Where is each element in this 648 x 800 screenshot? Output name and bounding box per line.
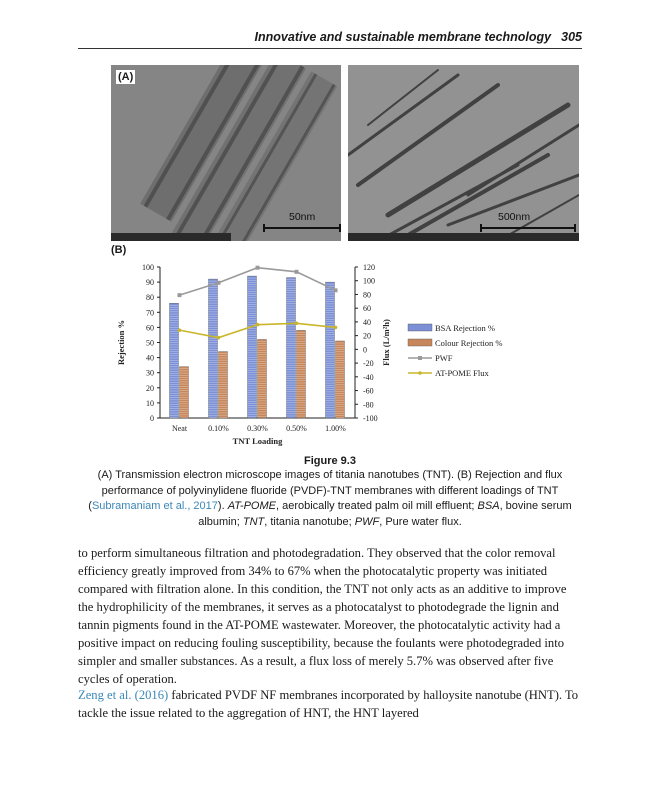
legend-label: BSA Rejection %	[435, 323, 495, 333]
caption-def-pwf: , Pure water flux.	[379, 515, 462, 528]
y-left-tick-label: 50	[146, 338, 154, 348]
caption-citation-link[interactable]: Subramaniam et al., 2017	[91, 500, 218, 512]
y-right-tick-label: 80	[363, 290, 371, 300]
x-axis-title: TNT Loading	[232, 436, 283, 446]
scalebar-b-tick-left	[480, 224, 482, 232]
scalebar-a-tick-right	[339, 224, 341, 232]
line-pwf	[180, 268, 336, 295]
legend-swatch	[408, 339, 432, 346]
y-right-tick-label: -40	[363, 372, 374, 382]
caption-abbr-tnt: TNT	[242, 515, 265, 528]
tem-a-info-strip	[111, 233, 231, 241]
y-right-tick-label: -20	[363, 359, 374, 369]
y-axis-title-right: Flux (L/m²h)	[381, 319, 391, 366]
x-tick-label: 0.50%	[286, 424, 307, 433]
x-tick-label: Neat	[171, 424, 188, 433]
scalebar-a-tick-left	[263, 224, 265, 232]
header-title: Innovative and sustainable membrane technology	[254, 30, 552, 44]
x-tick-label: 0.10%	[208, 424, 229, 433]
y-right-tick-label: 100	[363, 276, 375, 286]
caption-def-bsa: , bovine serum albumin;	[198, 500, 572, 528]
page-number: 305	[561, 30, 582, 44]
body-paragraph-2	[78, 686, 584, 722]
y-axis-title-left: Rejection %	[116, 319, 126, 366]
y-left-tick-label: 0	[150, 414, 154, 423]
zeng-citation-link[interactable]: Zeng et al. (2016)	[78, 688, 169, 702]
y-left-tick-label: 80	[146, 293, 154, 303]
header-rule	[78, 48, 582, 49]
x-tick-label: 0.30%	[247, 424, 268, 433]
y-right-tick-label: 20	[363, 331, 371, 341]
marker-at-pome-flux	[178, 328, 182, 332]
marker-at-pome-flux	[256, 323, 260, 327]
scalebar-b-label: 500nm	[498, 211, 531, 223]
legend-swatch	[408, 324, 432, 331]
caption-abbr-atpome: AT-POME	[227, 500, 276, 512]
legend-label: Colour Rejection %	[435, 338, 503, 348]
y-left-tick-label: 100	[142, 263, 154, 272]
y-right-tick-label: 120	[363, 263, 375, 272]
scalebar-b	[480, 227, 576, 229]
body-paragraph-1: to perform simultaneous filtration and photodegradation. They observed that the color removal efficiency greatly improved from 34% to 67% when the photocatalytic property was initiated compared with filtration alone. In this condition, the TNT not only acts as an additive to improve the hydrophilicity of the membranes, it serves as a photocatalyst to photodegrade the lignin and tannin pigments found in the AT-POME wastewater. Moreover, the photocatalytic activity had a positive impact on reducing fouling susceptibility, because the foulants were photodegraded into simpler and smaller substances. As a result, a flux loss of merely 5.7% was observed after five cycles of operation.	[78, 546, 567, 686]
y-left-tick-label: 70	[146, 308, 154, 318]
bar-colour	[336, 341, 345, 418]
chart-bars	[170, 276, 345, 418]
marker-at-pome-flux	[295, 321, 299, 325]
y-right-tick-label: -80	[363, 400, 374, 410]
x-tick-label: 1.00%	[325, 424, 346, 433]
caption-part1: (A) Transmission electron microscope images of titania nanotubes (TNT). (B) Rejection and flux performance of polyvinylidene fluoride (PVDF)-TNT membranes with different loadings of TNT (	[88, 469, 563, 512]
marker-pwf	[334, 288, 338, 292]
caption-def-tnt: , titania nanotube;	[264, 515, 355, 528]
y-left-tick-label: 10	[146, 398, 154, 408]
y-right-tick-label: 40	[363, 317, 371, 327]
marker-pwf	[178, 293, 182, 297]
chart-legend	[408, 323, 503, 378]
panel-a-label: (A)	[118, 71, 134, 83]
marker-pwf	[217, 281, 221, 285]
legend-label: AT-POME Flux	[435, 368, 489, 378]
legend-marker	[418, 371, 422, 375]
caption-abbr-pwf: PWF	[354, 515, 380, 528]
tem-image-b	[348, 65, 579, 241]
y-left-tick-label: 30	[146, 368, 154, 378]
figure-title: Figure 9.3	[304, 455, 356, 467]
y-right-tick-label: -60	[363, 386, 374, 396]
scalebar-a	[263, 227, 341, 229]
legend-label: PWF	[435, 353, 453, 363]
caption-def-atpome: , aerobically treated palm oil mill effluent;	[275, 500, 478, 512]
marker-at-pome-flux	[217, 336, 221, 340]
y-right-tick-label: -100	[363, 414, 378, 423]
marker-pwf	[256, 266, 260, 270]
y-left-tick-label: 60	[146, 323, 154, 333]
y-left-tick-label: 20	[146, 383, 154, 393]
legend-marker	[418, 356, 422, 360]
bar-colour	[219, 352, 228, 418]
y-left-tick-label: 90	[146, 278, 154, 288]
panel-b-label: (B)	[111, 244, 127, 256]
running-header	[78, 30, 582, 46]
body-paragraph-2-text: fabricated PVDF NF membranes incorporated by halloysite nanotube (HNT). To tackle the issue related to the aggregation of HNT, the HNT layered	[78, 688, 579, 720]
chart-lines	[178, 266, 338, 340]
figure-caption	[80, 468, 580, 530]
marker-pwf	[295, 270, 299, 274]
rejection-flux-chart	[110, 256, 510, 454]
tem-image-b-texture	[348, 65, 579, 241]
tem-image-a	[111, 65, 341, 241]
bar-bsa	[209, 279, 218, 418]
y-right-tick-label: 60	[363, 304, 371, 314]
scalebar-a-label: 50nm	[289, 211, 316, 223]
tem-b-info-strip	[348, 233, 579, 241]
y-right-tick-label: 0	[363, 345, 367, 355]
marker-at-pome-flux	[334, 326, 338, 330]
caption-part2: ).	[217, 500, 228, 512]
scalebar-b-tick-right	[574, 224, 576, 232]
y-left-tick-label: 40	[146, 353, 154, 363]
caption-abbr-bsa: BSA	[477, 500, 500, 512]
